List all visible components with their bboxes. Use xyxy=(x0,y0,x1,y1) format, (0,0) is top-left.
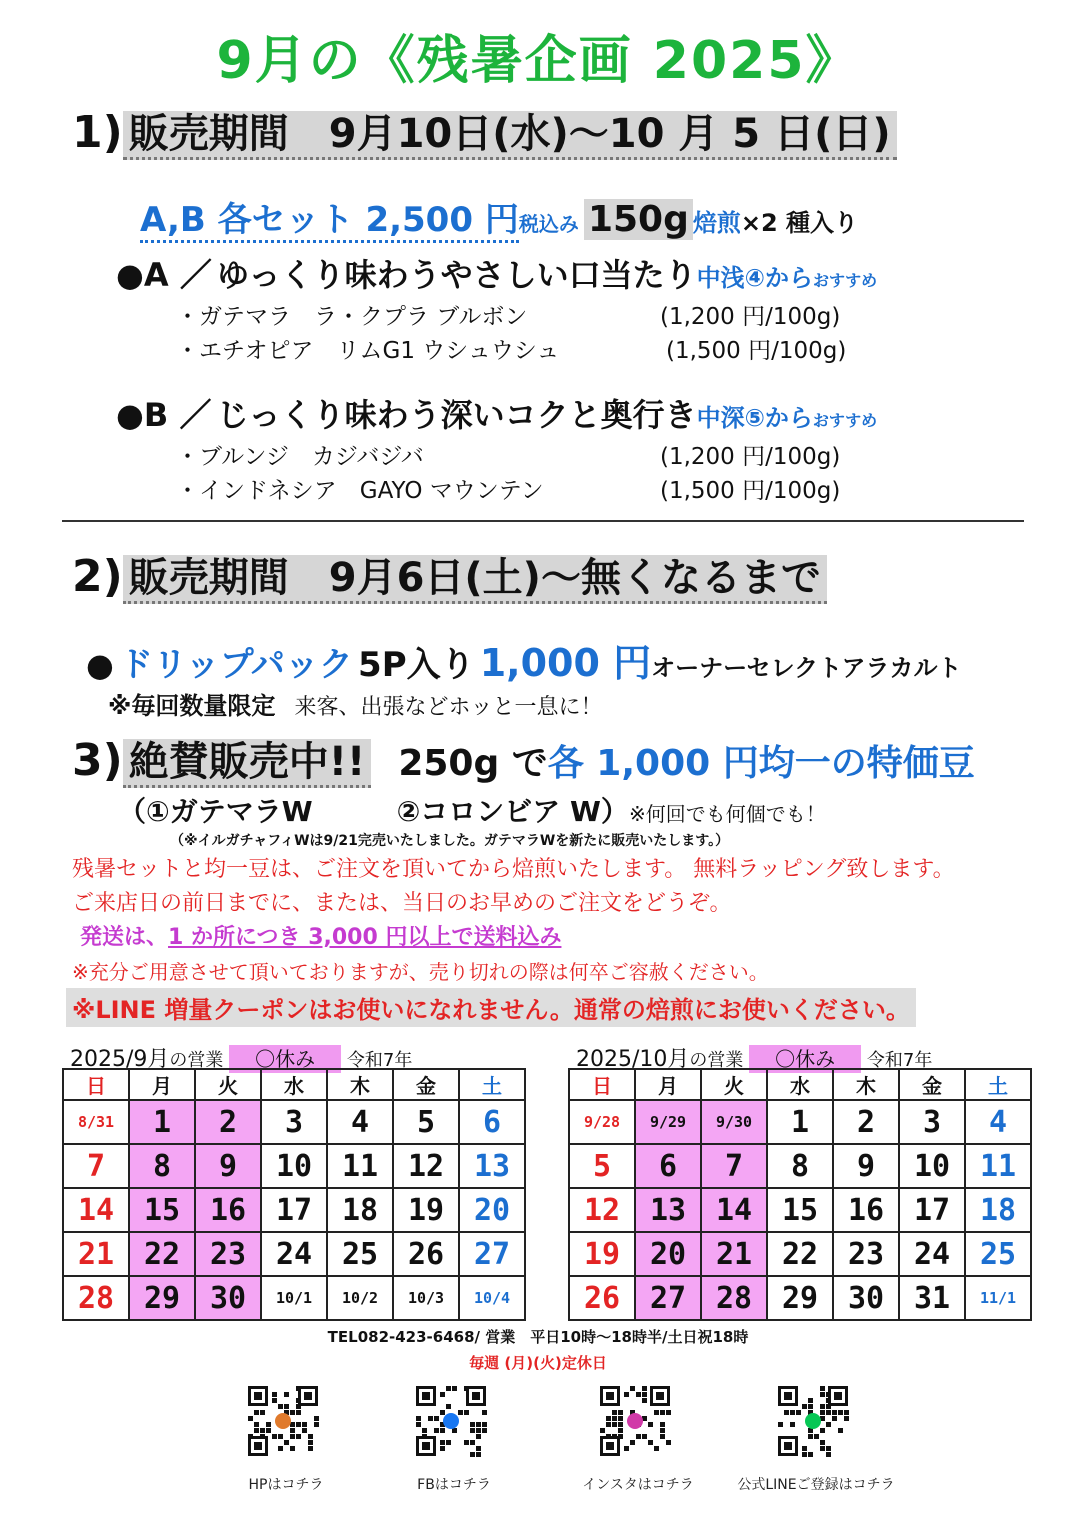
qr-code-image xyxy=(246,1384,320,1458)
oct-day-cell: 3 xyxy=(899,1100,965,1144)
oct-day-cell: 12 xyxy=(569,1188,635,1232)
footer-tel-hours: TEL082-423-6468/ 営業 平日10時～18時半/土日祝18時 xyxy=(327,1328,749,1346)
sep-dow-6: 土 xyxy=(459,1069,525,1100)
sep-day-cell: 24 xyxy=(261,1232,327,1276)
instagram-icon xyxy=(627,1413,643,1429)
oct-day-cell: 17 xyxy=(899,1188,965,1232)
sep-day-cell: 17 xyxy=(261,1188,327,1232)
sep-day-cell: 26 xyxy=(393,1232,459,1276)
set-offer-rest: ×2 種入り xyxy=(740,209,859,237)
sep-day-cell: 10/1 xyxy=(261,1276,327,1320)
sep-day-cell: 15 xyxy=(129,1188,195,1232)
sep-day-cell: 18 xyxy=(327,1188,393,1232)
oct-day-cell: 28 xyxy=(701,1276,767,1320)
sep-day-cell: 22 xyxy=(129,1232,195,1276)
notice-line-1: 残暑セットと均一豆は、ご注文を頂いてから焙煎いたします。 無料ラッピング致します。 xyxy=(72,857,955,882)
oct-day-cell: 20 xyxy=(635,1232,701,1276)
shipping-prefix: 発送は、 xyxy=(80,925,169,950)
sep-day-cell: 10/4 xyxy=(459,1276,525,1320)
sep-day-cell: 20 xyxy=(459,1188,525,1232)
notice-line-3: ※充分ご用意させて頂いておりますが、売り切れの際は何卒ご容赦ください。 xyxy=(72,960,769,984)
oct-day-cell: 9/30 xyxy=(701,1100,767,1144)
qr-code-0[interactable] xyxy=(246,1384,326,1464)
oct-day-cell: 11/1 xyxy=(965,1276,1031,1320)
oct-day-cell: 16 xyxy=(833,1188,899,1232)
shipping-notice xyxy=(80,920,561,951)
sep-dow-5: 金 xyxy=(393,1069,459,1100)
sep-day-cell: 11 xyxy=(327,1144,393,1188)
oct-calendar-suffix: の営業 xyxy=(689,1050,744,1071)
sep-dow-4: 木 xyxy=(327,1069,393,1100)
sep-day-cell: 9 xyxy=(195,1144,261,1188)
oct-day-cell: 4 xyxy=(965,1100,1031,1144)
sep-dow-2: 火 xyxy=(195,1069,261,1100)
oct-day-cell: 1 xyxy=(767,1100,833,1144)
sep-day-cell: 28 xyxy=(63,1276,129,1320)
sep-day-cell: 16 xyxy=(195,1188,261,1232)
beans-line xyxy=(118,790,826,830)
drip-note xyxy=(108,686,602,721)
set-b-price-1: (1,200 円/100g) xyxy=(660,444,841,470)
set-b-name: じっくり味わう深いコクと奥行き xyxy=(216,396,697,434)
oct-day-cell: 5 xyxy=(569,1144,635,1188)
sep-holiday-legend: 〇休み xyxy=(229,1045,341,1073)
set-offer-weight: 150g xyxy=(584,199,693,240)
set-a-item-1: ・ガテマラ ラ・クプラ ブルボン xyxy=(176,304,528,330)
oct-dow-4: 木 xyxy=(833,1069,899,1100)
sep-day-cell: 30 xyxy=(195,1276,261,1320)
sep-dow-0: 日 xyxy=(63,1069,129,1100)
set-a-item-2: ・エチオピア リムG1 ウシュウシュ xyxy=(176,338,560,364)
oct-day-cell: 14 xyxy=(701,1188,767,1232)
sep-day-cell: 7 xyxy=(63,1144,129,1188)
beans-list: （①ガテマラW ②コロンビア W） xyxy=(118,795,629,828)
oct-dow-0: 日 xyxy=(569,1069,635,1100)
set-a-label: ●A ／ xyxy=(116,256,212,294)
oct-holiday-legend: 〇休み xyxy=(749,1045,861,1073)
qr-code-2[interactable] xyxy=(598,1384,678,1464)
oct-day-cell: 31 xyxy=(899,1276,965,1320)
drip-name: ドリップパック xyxy=(119,645,353,685)
sep-day-cell: 13 xyxy=(459,1144,525,1188)
qr-code-image xyxy=(776,1384,850,1458)
oct-day-cell: 29 xyxy=(767,1276,833,1320)
oct-era: 令和7年 xyxy=(866,1050,933,1071)
set-a-price-2: (1,500 円/100g) xyxy=(666,338,847,364)
set-b-heading xyxy=(116,390,877,436)
sep-day-cell: 2 xyxy=(195,1100,261,1144)
oct-day-cell: 9 xyxy=(833,1144,899,1188)
set-offer-price: A,B 各セット 2,500 円 xyxy=(140,200,519,243)
set-offer-tax: 税込み xyxy=(518,212,579,236)
oct-calendar-title: 2025/10月 xyxy=(576,1047,690,1072)
oct-day-cell: 23 xyxy=(833,1232,899,1276)
section3-label: 絶賛販売中!! xyxy=(123,739,371,788)
sep-day-cell: 29 xyxy=(129,1276,195,1320)
oct-calendar xyxy=(568,1068,1032,1321)
section3-header xyxy=(72,730,975,787)
sep-calendar-title: 2025/9月 xyxy=(70,1047,170,1072)
oct-dow-2: 火 xyxy=(701,1069,767,1100)
qr-label-2: インスタはコチラ xyxy=(582,1477,694,1493)
sep-day-cell: 14 xyxy=(63,1188,129,1232)
sep-calendar-suffix: の営業 xyxy=(169,1050,224,1071)
sep-day-cell: 19 xyxy=(393,1188,459,1232)
qr-code-3[interactable] xyxy=(776,1384,856,1464)
section3-weight: 250g で xyxy=(398,743,548,784)
line-coupon-notice: ※LINE 増量クーポンはお使いになれません。通常の焙煎にお使いください。 xyxy=(66,988,916,1027)
sep-day-cell: 21 xyxy=(63,1232,129,1276)
set-a-price-1: (1,200 円/100g) xyxy=(660,304,841,330)
set-b-item-1: ・ブルンジ カジバジバ xyxy=(176,444,424,470)
set-a-recommend: 中浅④から xyxy=(696,264,813,292)
oct-day-cell: 21 xyxy=(701,1232,767,1276)
oct-day-cell: 19 xyxy=(569,1232,635,1276)
sep-day-cell: 10 xyxy=(261,1144,327,1188)
sep-day-cell: 6 xyxy=(459,1100,525,1144)
sep-day-cell: 23 xyxy=(195,1232,261,1276)
oct-day-cell: 30 xyxy=(833,1276,899,1320)
set-b-item-2: ・インドネシア GAYO マウンテン xyxy=(176,478,544,504)
drip-price: 1,000 円 xyxy=(479,641,652,685)
section-divider xyxy=(62,520,1024,522)
shipping-condition: 1 か所につき 3,000 円以上で送料込み xyxy=(168,925,562,950)
oct-day-cell: 18 xyxy=(965,1188,1031,1232)
oct-day-cell: 10 xyxy=(899,1144,965,1188)
set-offer-roast: 焙煎 xyxy=(692,209,741,237)
sep-calendar xyxy=(62,1068,526,1321)
set-b-price-2: (1,500 円/100g) xyxy=(660,478,841,504)
qr-label-1: FBはコチラ xyxy=(417,1477,491,1493)
oct-day-cell: 7 xyxy=(701,1144,767,1188)
section1-number: 1) xyxy=(72,107,123,158)
oct-dow-6: 土 xyxy=(965,1069,1031,1100)
set-b-recommend: 中深⑤から xyxy=(696,404,813,432)
page-title: 9月の《残暑企画 2025》 xyxy=(216,31,860,91)
oct-day-cell: 9/29 xyxy=(635,1100,701,1144)
sep-day-cell: 27 xyxy=(459,1232,525,1276)
beans-note: ※何回でも何個でも！ xyxy=(628,802,826,826)
drip-desc: オーナーセレクトアラカルト xyxy=(651,654,962,682)
section2-header xyxy=(72,546,827,603)
drip-note-bold: ※毎回数量限定 xyxy=(108,692,276,720)
drip-offer xyxy=(86,632,961,687)
oct-day-cell: 13 xyxy=(635,1188,701,1232)
sep-dow-3: 水 xyxy=(261,1069,327,1100)
section3-price: 各 1,000 円均一の特価豆 xyxy=(547,743,975,784)
oct-day-cell: 25 xyxy=(965,1232,1031,1276)
oct-day-cell: 26 xyxy=(569,1276,635,1320)
section2-period: 販売期間 9月6日(土)～無くなるまで xyxy=(123,555,827,604)
sep-day-cell: 10/2 xyxy=(327,1276,393,1320)
sep-era: 令和7年 xyxy=(346,1050,413,1071)
sep-day-cell: 3 xyxy=(261,1100,327,1144)
set-offer xyxy=(140,192,858,241)
qr-code-image xyxy=(598,1384,672,1458)
section3-number: 3) xyxy=(72,735,123,786)
set-b-osusume: おすすめ xyxy=(812,411,878,430)
set-a-name: ゆっくり味わうやさしい口当たり xyxy=(216,256,697,294)
sep-day-cell: 10/3 xyxy=(393,1276,459,1320)
qr-code-1[interactable] xyxy=(414,1384,494,1464)
oct-dow-1: 月 xyxy=(635,1069,701,1100)
set-b-label: ●B ／ xyxy=(116,396,212,434)
set-a-osusume: おすすめ xyxy=(812,271,878,290)
sep-day-cell: 5 xyxy=(393,1100,459,1144)
sep-day-cell: 12 xyxy=(393,1144,459,1188)
facebook-icon xyxy=(443,1413,459,1429)
oct-day-cell: 6 xyxy=(635,1144,701,1188)
drip-bullet: ● xyxy=(86,646,114,684)
footer-closed-days: 毎週 (月)(火)定休日 xyxy=(469,1354,607,1372)
qr-label-3: 公式LINEご登録はコチラ xyxy=(737,1477,895,1493)
notice-line-2: ご来店日の前日までに、または、当日のお早めのご注文をどうぞ。 xyxy=(72,891,732,916)
drip-note-text: 来客、出張などホッと一息に！ xyxy=(294,695,603,720)
sep-day-cell: 25 xyxy=(327,1232,393,1276)
drip-count: 5P入り xyxy=(358,645,475,685)
line-icon xyxy=(805,1413,821,1429)
sep-day-cell: 4 xyxy=(327,1100,393,1144)
oct-day-cell: 27 xyxy=(635,1276,701,1320)
oct-day-cell: 2 xyxy=(833,1100,899,1144)
sep-day-cell: 1 xyxy=(129,1100,195,1144)
qr-label-0: HPはコチラ xyxy=(248,1477,324,1493)
set-a-heading xyxy=(116,250,877,296)
sep-dow-1: 月 xyxy=(129,1069,195,1100)
sold-out-note: （※イルガチャフィWは9/21完売いたしました。ガテマラWを新たに販売いたします。） xyxy=(170,833,730,849)
oct-dow-3: 水 xyxy=(767,1069,833,1100)
section1-period: 販売期間 9月10日(水)～10 月 5 日(日) xyxy=(123,111,897,160)
oct-day-cell: 9/28 xyxy=(569,1100,635,1144)
section2-number: 2) xyxy=(72,551,123,602)
section1-header xyxy=(72,102,897,159)
oct-day-cell: 15 xyxy=(767,1188,833,1232)
oct-day-cell: 24 xyxy=(899,1232,965,1276)
oct-day-cell: 8 xyxy=(767,1144,833,1188)
home-logo-icon xyxy=(275,1413,291,1429)
oct-dow-5: 金 xyxy=(899,1069,965,1100)
sep-day-cell: 8 xyxy=(129,1144,195,1188)
oct-day-cell: 22 xyxy=(767,1232,833,1276)
qr-code-image xyxy=(414,1384,488,1458)
sep-day-cell: 8/31 xyxy=(63,1100,129,1144)
oct-day-cell: 11 xyxy=(965,1144,1031,1188)
